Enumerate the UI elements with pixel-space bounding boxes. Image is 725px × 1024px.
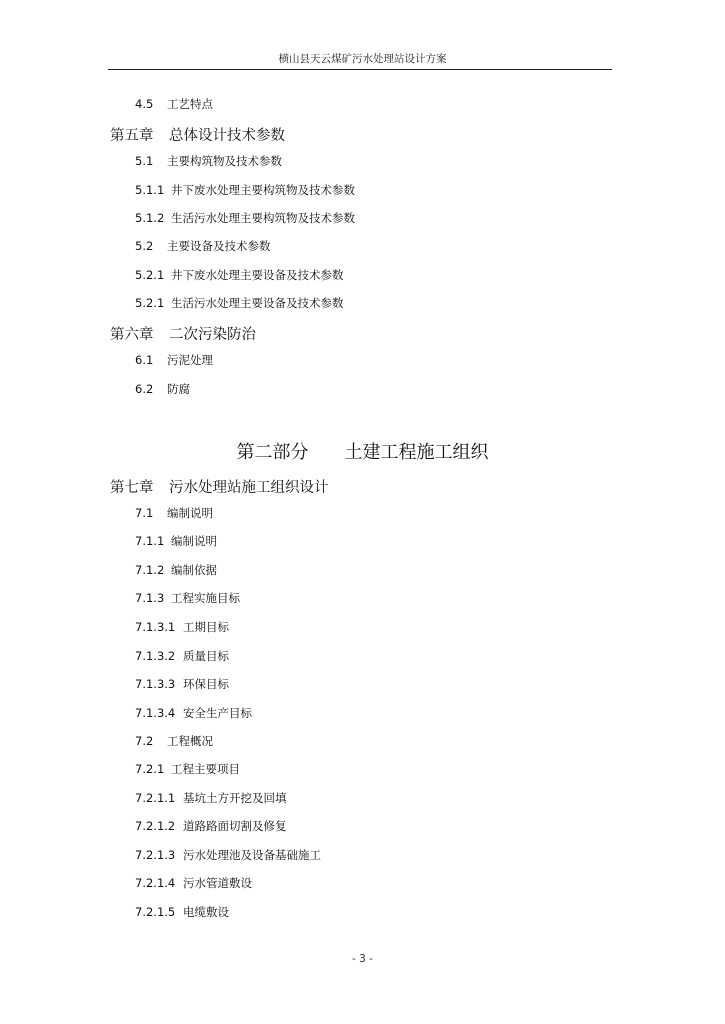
toc-entry-number: 5.1: [135, 154, 154, 168]
toc-entry: [135, 590, 240, 606]
toc-entry: [135, 295, 344, 311]
toc-entry-number: 7.1.1: [135, 534, 165, 548]
toc-entry: [135, 818, 287, 834]
toc-chapter-number: 第五章: [110, 128, 154, 144]
toc-entry-number: 5.2: [135, 239, 154, 253]
part-title: 土建工程施工组织: [344, 442, 489, 463]
toc-entry-number: 5.1.1: [135, 183, 165, 197]
toc-entry: [135, 210, 355, 226]
toc-entry-title: 道路路面切割及修复: [183, 819, 287, 833]
toc-entry-number: 7.2: [135, 734, 154, 748]
toc-entry-title: 工程概况: [167, 734, 213, 748]
toc-entry-number: 7.1.2: [135, 563, 165, 577]
toc-entry-title: 污水管道敷设: [183, 876, 252, 890]
part-heading: [0, 438, 725, 464]
toc-entry-number: 6.2: [135, 382, 154, 396]
toc-entry: [135, 352, 213, 368]
toc-entry-number: 6.1: [135, 353, 154, 367]
toc-entry-title: 编制依据: [171, 563, 217, 577]
toc-entry: [135, 505, 213, 521]
toc-entry: [135, 676, 229, 692]
toc-entry: [135, 847, 321, 863]
toc-chapter-number: 第七章: [110, 480, 154, 496]
toc-entry-number: 7.1.3.4: [135, 706, 176, 720]
toc-entry: [135, 904, 229, 920]
toc-entry: [135, 96, 213, 112]
toc-entry-title: 编制说明: [167, 506, 213, 520]
toc-entry-title: 主要设备及技术参数: [167, 239, 271, 253]
toc-chapter-title: 总体设计技术参数: [169, 128, 285, 144]
toc-entry: [135, 153, 282, 169]
document-title: 横山县天云煤矿污水处理站设计方案: [278, 53, 447, 65]
toc-entry-title: 质量目标: [183, 649, 229, 663]
toc-entry-number: 5.2.1: [135, 268, 165, 282]
toc-entry-number: 7.2.1: [135, 762, 165, 776]
toc-entry-number: 7.2.1.3: [135, 848, 176, 862]
part-number: 第二部分: [236, 442, 309, 463]
header-divider: [108, 69, 612, 70]
page-number: - 3 -: [352, 953, 373, 965]
toc-entry: [135, 790, 287, 806]
toc-entry-title: 防腐: [167, 382, 190, 396]
toc-entry-title: 基坑土方开挖及回填: [183, 791, 287, 805]
toc-chapter-title: 二次污染防治: [169, 327, 256, 343]
toc-entry-number: 7.2.1.5: [135, 905, 176, 919]
toc-entry-number: 7.1.3.1: [135, 620, 176, 634]
toc-entry-number: 7.1.3: [135, 591, 165, 605]
toc-entry-title: 工期目标: [183, 620, 229, 634]
toc-entry-title: 污泥处理: [167, 353, 213, 367]
toc-entry-number: 7.1.3.3: [135, 677, 176, 691]
toc-entry: [135, 182, 355, 198]
toc-entry-number: 5.2.1: [135, 296, 165, 310]
toc-entry: [135, 733, 213, 749]
toc-chapter-title: 污水处理站施工组织设计: [169, 480, 329, 496]
toc-entry-number: 7.2.1.1: [135, 791, 176, 805]
toc-entry: [135, 267, 344, 283]
toc-entry: [135, 619, 229, 635]
toc-entry: [135, 875, 252, 891]
toc-entry-title: 工程主要项目: [171, 762, 240, 776]
toc-entry-title: 井下废水处理主要设备及技术参数: [171, 268, 344, 282]
toc-entry: [135, 238, 271, 254]
toc-chapter: [110, 323, 256, 344]
toc-chapter: [110, 124, 285, 145]
toc-entry: [135, 381, 190, 397]
toc-entry-number: 5.1.2: [135, 211, 165, 225]
toc-entry-number: 7.2.1.4: [135, 876, 176, 890]
toc-entry-number: 4.5: [135, 97, 154, 111]
toc-entry-title: 井下废水处理主要构筑物及技术参数: [171, 183, 355, 197]
toc-entry: [135, 562, 217, 578]
toc-entry-title: 安全生产目标: [183, 706, 252, 720]
toc-entry: [135, 533, 217, 549]
toc-entry-number: 7.1: [135, 506, 154, 520]
toc-chapter: [110, 476, 329, 497]
toc-entry-title: 电缆敷设: [183, 905, 229, 919]
toc-entry-number: 7.1.3.2: [135, 649, 176, 663]
toc-entry-title: 工程实施目标: [171, 591, 240, 605]
toc-entry-title: 生活污水处理主要设备及技术参数: [171, 296, 344, 310]
toc-chapter-number: 第六章: [110, 327, 154, 343]
toc-entry-title: 污水处理池及设备基础施工: [183, 848, 321, 862]
toc-entry: [135, 761, 240, 777]
toc-entry-title: 编制说明: [171, 534, 217, 548]
toc-entry: [135, 705, 252, 721]
toc-entry-title: 工艺特点: [167, 97, 213, 111]
toc-entry: [135, 648, 229, 664]
toc-entry-title: 环保目标: [183, 677, 229, 691]
toc-entry-number: 7.2.1.2: [135, 819, 176, 833]
toc-entry-title: 主要构筑物及技术参数: [167, 154, 282, 168]
toc-entry-title: 生活污水处理主要构筑物及技术参数: [171, 211, 355, 225]
